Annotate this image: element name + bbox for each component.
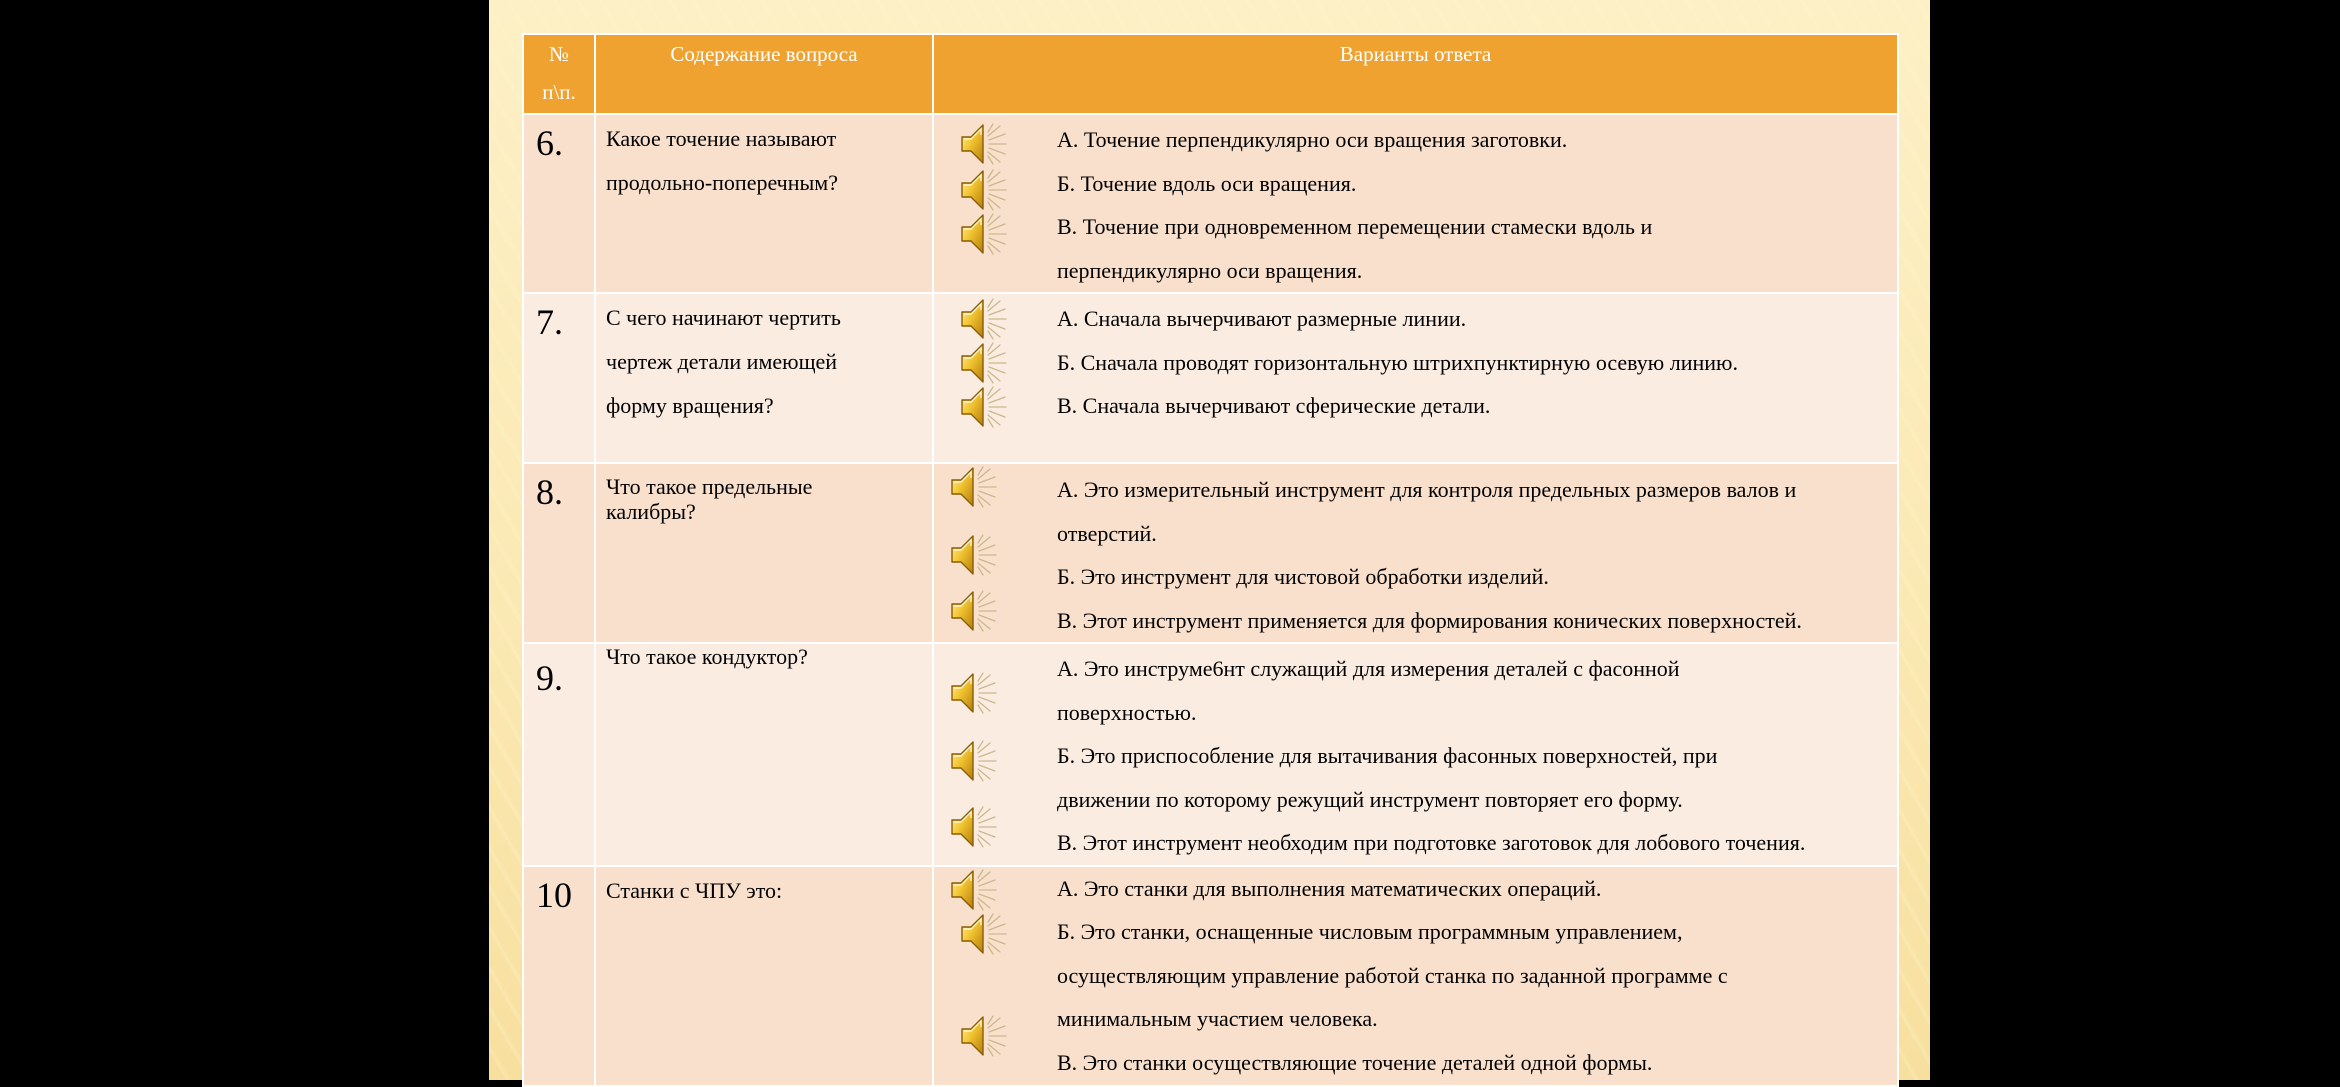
answer-cell	[933, 293, 1898, 463]
question-line: Какое точение называют	[606, 126, 837, 151]
speaker-sound-icon[interactable]	[958, 121, 1010, 167]
answer-line: А. Это инструме6нт служащий для измерения деталей с фасонной	[1057, 656, 1680, 681]
quiz-table	[522, 33, 1899, 1087]
header-question: Содержание вопроса	[595, 34, 933, 114]
answer-line: поверхностью.	[1057, 699, 1197, 725]
header-number-abbr: п\п.	[542, 80, 576, 104]
answer-line: А. Это измерительный инструмент для контроля предельных размеров валов и	[1057, 477, 1797, 502]
question-text	[595, 463, 933, 643]
answer-line: Б. Сначала проводят горизонтальную штрихпунктирную осевую линию.	[1057, 349, 1738, 375]
question-text	[595, 293, 933, 463]
speaker-sound-icon[interactable]	[958, 911, 1010, 957]
answer-line: движении по которому режущий инструмент повторяет его форму.	[1057, 786, 1683, 812]
header-number	[523, 34, 595, 114]
answer-cell	[933, 866, 1898, 1086]
answer-line: Б. Это приспособление для вытачивания фасонных поверхностей, при	[1057, 743, 1718, 768]
answer-line: А. Точение перпендикулярно оси вращения заготовки.	[1057, 127, 1568, 152]
answer-options	[1057, 115, 1897, 292]
answer-line: В. Сначала вычерчивают сферические детали.	[1057, 393, 1491, 418]
header-answers: Варианты ответа	[933, 34, 1898, 114]
question-number: 8.	[523, 463, 595, 643]
speaker-sound-icon[interactable]	[958, 340, 1010, 386]
header-number-symbol: №	[548, 42, 570, 66]
answer-line: Б. Точение вдоль оси вращения.	[1057, 170, 1357, 196]
answer-line: В. Точение при одновременном перемещении стамески вдоль и	[1057, 214, 1653, 239]
speaker-sound-icon[interactable]	[948, 464, 1000, 510]
table-row	[523, 643, 1898, 866]
table-row	[523, 463, 1898, 643]
answer-options	[1057, 644, 1897, 865]
speaker-sound-icon[interactable]	[958, 384, 1010, 430]
speaker-sound-icon[interactable]	[948, 804, 1000, 850]
slide	[489, 0, 1930, 1080]
question-line: Что такое кондуктор?	[606, 644, 808, 669]
answer-line: минимальным участием человека.	[1057, 1006, 1378, 1031]
answer-line: А. Сначала вычерчивают размерные линии.	[1057, 306, 1467, 331]
answer-cell	[933, 114, 1898, 293]
question-line: С чего начинают чертить	[606, 305, 841, 330]
speaker-sound-icon[interactable]	[958, 1013, 1010, 1059]
answer-line: В. Этот инструмент необходим при подготовке заготовок для лобового точения.	[1057, 830, 1806, 855]
speaker-sound-icon[interactable]	[948, 670, 1000, 716]
answer-options	[1057, 867, 1897, 1085]
table-row	[523, 866, 1898, 1086]
speaker-sound-icon[interactable]	[958, 167, 1010, 213]
answer-options	[1057, 464, 1897, 642]
speaker-sound-icon[interactable]	[948, 532, 1000, 578]
table-row	[523, 114, 1898, 293]
speaker-sound-icon[interactable]	[958, 211, 1010, 257]
speaker-sound-icon[interactable]	[948, 588, 1000, 634]
table-row	[523, 293, 1898, 463]
answer-line: В. Этот инструмент применяется для формирования конических поверхностей.	[1057, 607, 1802, 633]
question-text	[595, 114, 933, 293]
question-line: Станки с ЧПУ это:	[606, 877, 783, 903]
question-text	[595, 643, 933, 866]
question-line: продольно-поперечным?	[606, 170, 838, 195]
question-text	[595, 866, 933, 1086]
question-line: форму вращения?	[606, 393, 774, 418]
answer-cell	[933, 463, 1898, 643]
answer-options	[1057, 294, 1897, 428]
speaker-sound-icon[interactable]	[958, 296, 1010, 342]
answer-line: осуществляющим управление работой станка по заданной программе с	[1057, 962, 1728, 988]
answer-line: В. Это станки осуществляющие точение деталей одной формы.	[1057, 1049, 1653, 1075]
answer-line: Б. Это инструмент для чистовой обработки изделий.	[1057, 564, 1549, 589]
answer-line: Б. Это станки, оснащенные числовым программным управлением,	[1057, 919, 1683, 944]
answer-cell	[933, 643, 1898, 866]
question-number: 6.	[523, 114, 595, 293]
speaker-sound-icon[interactable]	[948, 867, 1000, 913]
answer-line: перпендикулярно оси вращения.	[1057, 257, 1363, 283]
question-number: 10	[523, 866, 595, 1086]
question-number: 9.	[523, 643, 595, 866]
question-line: Что такое предельные	[606, 474, 813, 499]
answer-line: отверстий.	[1057, 520, 1157, 546]
answer-line: А. Это станки для выполнения математических операций.	[1057, 875, 1602, 901]
speaker-sound-icon[interactable]	[948, 738, 1000, 784]
question-line: чертеж детали имеющей	[606, 349, 838, 374]
table-header-row	[523, 34, 1898, 114]
question-number: 7.	[523, 293, 595, 463]
question-line: калибры?	[606, 499, 696, 524]
